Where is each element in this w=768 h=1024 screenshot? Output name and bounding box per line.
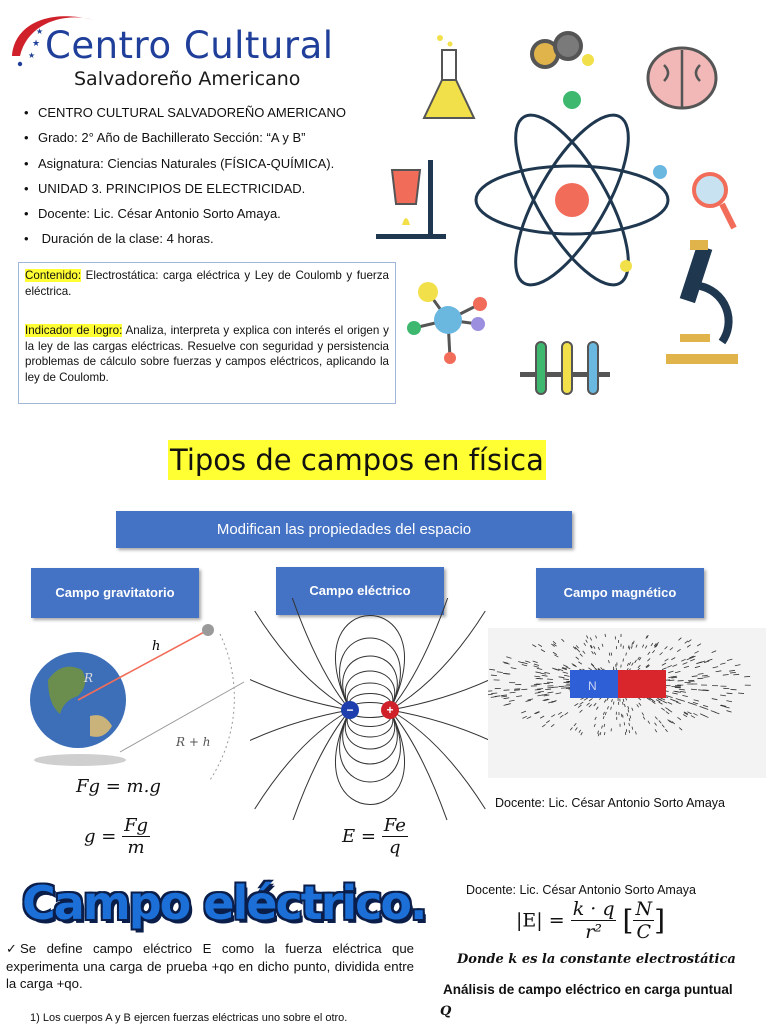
elec-formula-den: q: [389, 837, 401, 858]
field-unit-num: N: [635, 898, 653, 920]
elec-formula-num: Fe: [383, 815, 406, 836]
analysis-title: Análisis de campo eléctrico en carga puntual: [443, 982, 733, 997]
magnet-photo: [488, 628, 766, 778]
label-rt: R: [84, 671, 94, 685]
indicador-text: Analiza, interpreta y explica con interés el origen y la ley de las cargas eléctricas. Resuelve con seguridad y persistencia problemas de cálculo sobre fuerzas y campos eléctricos, aplicando la ley de Coulomb.: [25, 324, 389, 384]
indicador-label: Indicador de logro:: [25, 324, 123, 338]
svg-text:★: ★: [28, 51, 36, 60]
field-unit-den: C: [636, 921, 652, 943]
grav-formula-2-num: Fg: [124, 815, 149, 836]
info-item: • Grado: 2° Año de Bachillerato Sección: “A y B”: [24, 125, 346, 150]
q-label: Q: [440, 1004, 452, 1019]
checkmark-icon: ✓: [6, 941, 18, 956]
info-item: • UNIDAD 3. PRINCIPIOS DE ELECTRICIDAD.: [24, 176, 346, 201]
atom-icon: [476, 91, 668, 300]
property-bar: Modifican las propiedades del espacio: [116, 511, 572, 548]
content-box: [18, 262, 396, 404]
field-formula-frac: [571, 898, 617, 943]
elec-formula: [342, 815, 408, 858]
lab-stand-icon: [376, 160, 446, 239]
docente-caption-2: Docente: Lic. César Antonio Sorto Amaya: [466, 883, 696, 897]
magnifier-icon: [694, 174, 734, 228]
elec-formula-frac: [382, 815, 408, 858]
earth-diagram: [20, 620, 260, 780]
definition-text: Se define campo eléctrico E como la fuerza eléctrica que experimenta una carga de prueba +qo en dicho punto, dividida entre la carga +qo.: [6, 941, 414, 991]
exercise-text: 1) Los cuerpos A y B ejercen fuerzas eléctricas uno sobre el otro.: [30, 1012, 348, 1024]
svg-text:★: ★: [36, 27, 44, 36]
grav-formula-1: Fg = m.g: [76, 776, 161, 797]
contenido-paragraph: [25, 268, 389, 299]
gravitational-field-box: Campo gravitatorio: [31, 568, 199, 618]
electric-field-box: Campo eléctrico: [276, 567, 444, 615]
coulomb-field-formula: |E| = $\frac{k \cdot q}{\text{r²}}$ [ $\frac{N}{C}$ ]: [516, 898, 666, 943]
negative-charge-sign: −: [346, 703, 354, 717]
test-tubes-icon: [520, 342, 610, 394]
grav-formula-2-den: m: [127, 837, 145, 858]
magnetic-field-box: Campo magnético: [536, 568, 704, 618]
magnet-n-label: N: [588, 679, 597, 693]
indicador-paragraph: [25, 323, 389, 385]
grav-formula-2: [84, 815, 150, 858]
constant-note: Donde k es la constante electrostática: [457, 952, 736, 967]
electric-field-title: Campo eléctrico.: [22, 876, 426, 930]
dipole-field-diagram: [250, 598, 490, 820]
docente-caption-1: Docente: Lic. César Antonio Sorto Amaya: [495, 796, 725, 810]
info-item: • CENTRO CULTURAL SALVADOREÑO AMERICANO: [24, 100, 346, 125]
positive-charge-sign: +: [386, 703, 394, 717]
gears-icon: [532, 33, 594, 67]
field-unit-frac: [633, 898, 654, 943]
brain-icon: [648, 48, 716, 108]
flask-icon: [424, 35, 474, 118]
molecule-icon: [407, 282, 487, 364]
field-formula-num: k · q: [572, 898, 615, 920]
contenido-label: Contenido:: [25, 269, 82, 282]
field-formula-den: r²: [585, 921, 602, 943]
label-h: h: [152, 639, 161, 654]
microscope-icon: [666, 240, 738, 364]
info-item: • Duración de la clase: 4 horas.: [24, 226, 346, 251]
info-item: • Docente: Lic. César Antonio Sorto Amaya.: [24, 201, 346, 226]
grav-formula-2-lhs: g =: [84, 826, 117, 847]
svg-text:★: ★: [32, 38, 41, 48]
logo-subtitle: Salvadoreño Americano: [74, 68, 301, 90]
definition-paragraph: [6, 940, 414, 993]
contenido-text: Electrostática: carga eléctrica y Ley de Coulomb y fuerza eléctrica.: [25, 269, 389, 298]
science-illustration: [370, 20, 760, 410]
field-formula-lhs: |E| =: [516, 909, 565, 932]
info-item: • Asignatura: Ciencias Naturales (FÍSICA-QUÍMICA).: [24, 151, 346, 176]
types-title: Tipos de campos en física: [168, 440, 546, 480]
label-rt-h: R + h: [176, 735, 211, 749]
grav-formula-2-frac: [122, 815, 150, 858]
logo-title: Centro Cultural: [45, 24, 334, 67]
elec-formula-lhs: E =: [342, 826, 376, 847]
course-info-list: [24, 100, 346, 252]
